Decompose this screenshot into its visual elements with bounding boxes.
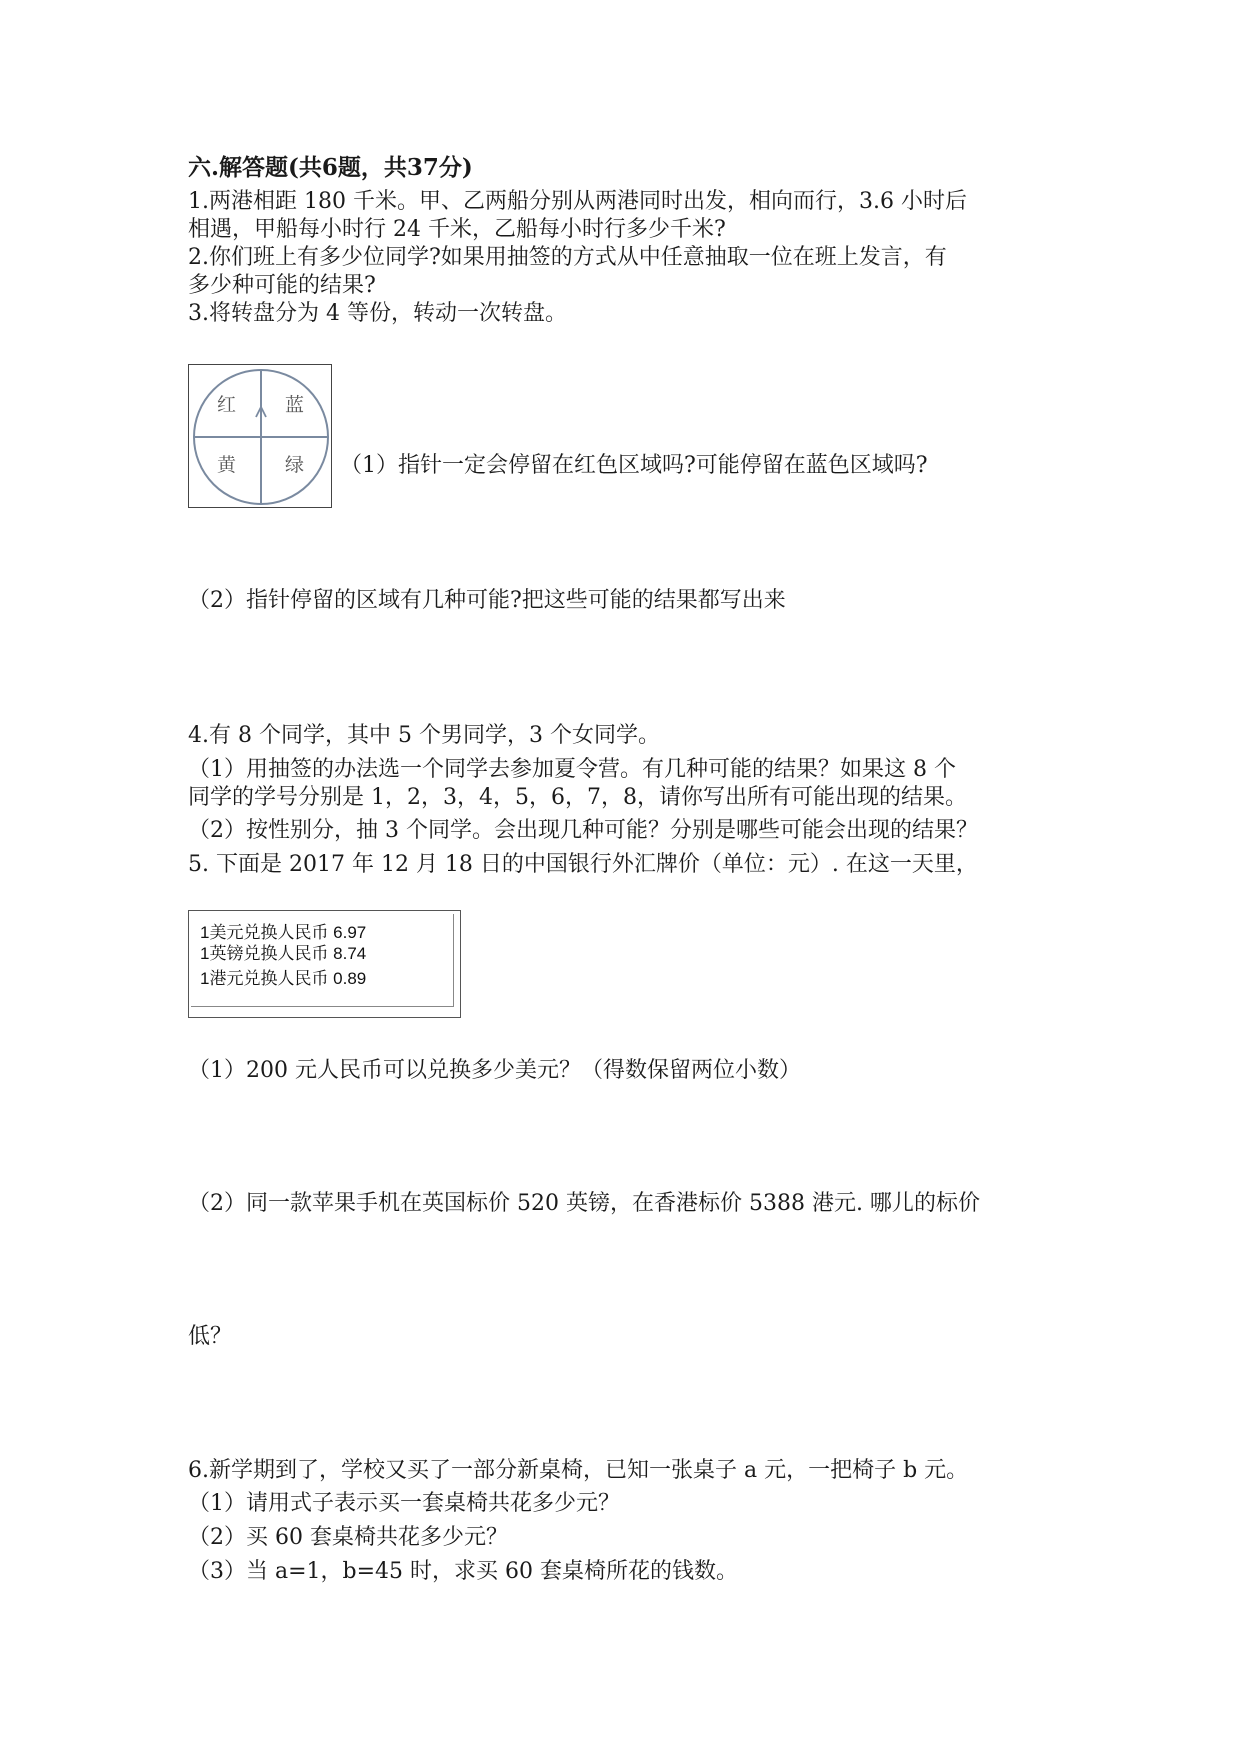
- question-2-line-2: 多少种可能的结果?: [188, 273, 376, 298]
- spinner-label-green: 绿: [285, 454, 305, 476]
- question-6-sub-3: （3）当 a=1，b=45 时，求买 60 套桌椅所花的钱数。: [188, 1559, 739, 1584]
- section-title: 六.解答题(共6题，共37分): [188, 154, 473, 181]
- question-5-sub-2-line-1: （2）同一款苹果手机在英国标价 520 英镑，在香港标价 5388 港元. 哪儿的标价: [188, 1191, 980, 1216]
- question-6-intro: 6.新学期到了，学校又买了一部分新桌椅，已知一张桌子 a 元，一把椅子 b 元。: [188, 1458, 969, 1483]
- spinner-label-blue: 蓝: [285, 394, 305, 416]
- rate-gbp: 1英镑兑换人民币 8.74: [200, 944, 367, 963]
- question-2-line-1: 2.你们班上有多少位同学?如果用抽签的方式从中任意抽取一位在班上发言，有: [188, 245, 947, 270]
- question-3-sub-2: （2）指针停留的区域有几种可能?把这些可能的结果都写出来: [188, 588, 786, 613]
- question-4-sub-1-line-1: （1）用抽签的办法选一个同学去参加夏令营。有几种可能的结果？如果这 8 个: [188, 757, 956, 782]
- exchange-rate-table: [188, 910, 461, 1018]
- question-6-sub-2: （2）买 60 套桌椅共花多少元？: [188, 1525, 508, 1550]
- question-1-line-1: 1.两港相距 180 千米。甲、乙两船分别从两港同时出发，相向而行，3.6 小时后: [188, 189, 967, 214]
- question-4-sub-2: （2）按性别分，抽 3 个同学。会出现几种可能？分别是哪些可能会出现的结果？: [188, 818, 978, 843]
- spinner-label-yellow: 黄: [217, 454, 237, 476]
- question-3-sub-1: （1）指针一定会停留在红色区域吗?可能停留在蓝色区域吗?: [340, 453, 928, 478]
- question-5-sub-1: （1）200 元人民币可以兑换多少美元？（得数保留两位小数）: [188, 1058, 801, 1083]
- spinner-drawing: [189, 365, 333, 509]
- rate-hkd: 1港元兑换人民币 0.89: [200, 969, 367, 988]
- question-4-sub-1-line-2: 同学的学号分别是 1，2，3，4，5，6，7，8，请你写出所有可能出现的结果。: [188, 785, 967, 810]
- question-6-sub-1: （1）请用式子表示买一套桌椅共花多少元？: [188, 1491, 620, 1516]
- spinner-figure: [188, 364, 332, 508]
- question-3-intro: 3.将转盘分为 4 等份，转动一次转盘。: [188, 301, 567, 326]
- spinner-label-red: 红: [217, 394, 237, 416]
- question-1-line-2: 相遇，甲船每小时行 24 千米，乙船每小时行多少千米?: [188, 217, 726, 242]
- rate-usd: 1美元兑换人民币 6.97: [200, 923, 367, 942]
- question-4-intro: 4.有 8 个同学，其中 5 个男同学，3 个女同学。: [188, 723, 660, 748]
- question-5-sub-2-line-2: 低？: [188, 1324, 233, 1349]
- question-5-intro: 5. 下面是 2017 年 12 月 18 日的中国银行外汇牌价（单位：元）. 在这一天里，: [188, 852, 978, 877]
